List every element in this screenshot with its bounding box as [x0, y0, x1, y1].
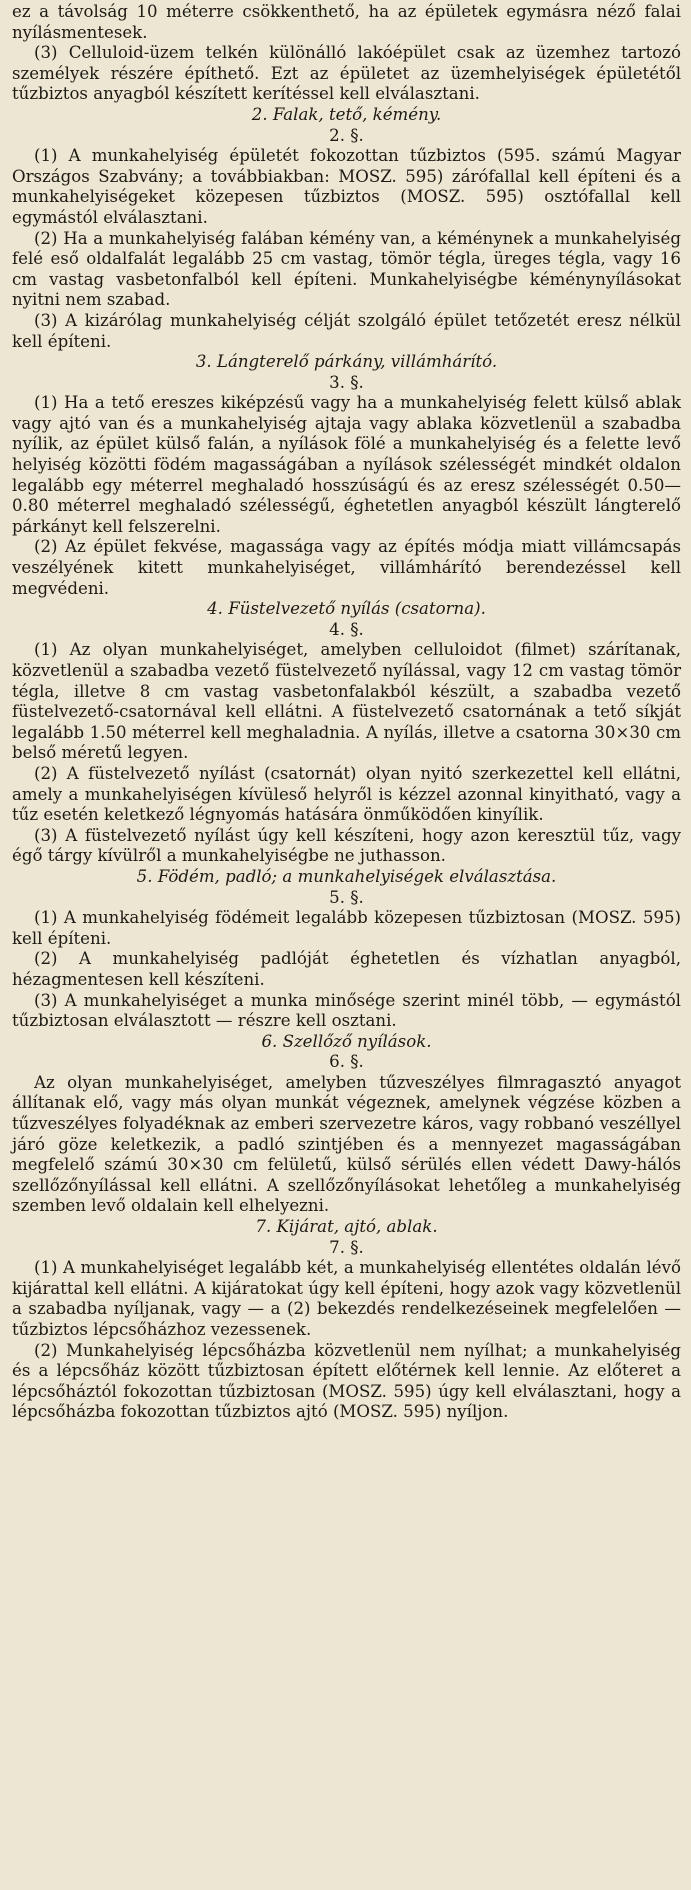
section-3: 3. §. [329, 372, 364, 392]
section-6: 6. §. [329, 1052, 364, 1072]
section-2: 2. §. [329, 125, 364, 145]
section-5: 5. §. [329, 887, 364, 907]
section-4: 4. §. [329, 619, 364, 639]
paragraph-2-2: (2) Ha a munkahelyiség falában kémény van, a kéménynek a munkahelyiség felé eső oldalfalát legalább 25 cm vastag, tömör tégla, üreges tégla, vagy 16 cm vastag vasbetonfalból kell építeni. Munkahelyiségbe kéménynyílásokat nyitni nem szabad. [12, 228, 681, 310]
paragraph-4-1: (1) Az olyan munkahelyiséget, amelyben celluloidot (filmet) szárítanak, közvetlenül a szabadba vezető füstelvezető nyílással, vagy 12 cm vastag tömör tégla, illetve 8 cm vastag vasbetonfalakból készült, a szabadba vezető füstelvezető-csatornával kell ellátni. A füstelvezető csatornának a tető síkját legalább 1.50 méterrel kell meghaladnia. A nyílás, illetve a csatorna 30×30 cm belső méretű legyen. [12, 640, 681, 763]
heading-fustelvezeto-nyilas: 4. Füstelvezető nyílás (csatorna). [207, 599, 486, 619]
heading-falak-teto-kemeny: 2. Falak, tető, kémény. [251, 104, 442, 124]
paragraph-2-1: (1) A munkahelyiség épületét fokozottan tűzbiztos (595. számú Magyar Országos Szabvány; a továbbiakban: MOSZ. 595) zárófallal kell építeni és a munkahelyiségeket közepesen tűzbiztos (MOSZ. 595) osztófallal kell egymástól elválasztani. [12, 146, 681, 227]
section-7: 7. §. [329, 1237, 364, 1257]
paragraph-continuation: ez a távolság 10 méterre csökkenthető, ha az épületek egymásra néző falai nyílásmentesek. [12, 2, 681, 42]
paragraph-7-2: (2) Munkahelyiség lépcsőházba közvetlenül nem nyílhat; a munkahelyiség és a lépcsőház között tűzbiztosan épített előtérnek kell lennie. Az előteret a lépcsőháztól fokozottan tűzbiztosan (MOSZ. 595) úgy kell elválasztani, hogy a lépcsőházba fokozottan tűzbiztos ajtó (MOSZ. 595) nyíljon. [12, 1340, 681, 1422]
paragraph-4-3: (3) A füstelvezető nyílást úgy kell készíteni, hogy azon keresztül tűz, vagy égő tárgy kívülről a munkahelyiségbe ne juthasson. [12, 825, 681, 866]
paragraph-6: Az olyan munkahelyiséget, amelyben tűzveszélyes filmragasztó anyagot állítanak elő, vagy más olyan munkát végeznek, amelynek végzése közben a tűzveszélyes folyadéknak az emberi szervezetre káros, vagy robbanó veszéllyel járó göze keletkezik, a padló szintjében és a mennyezet magasságában megfelelő számú 30×30 cm felületű, külső sérülés ellen védett Dawy-hálós szellőzőnyílással kell ellátni. A szellőzőnyílásokat lehetőleg a munkahelyiség szemben levő oldalain kell elhelyezni. [12, 1072, 681, 1216]
paragraph-7-1: (1) A munkahelyiséget legalább két, a munkahelyiség ellentétes oldalán lévő kijárattal kell ellátni. A kijáratokat úgy kell építeni, hogy azok vagy közvetlenül a szabadba nyíljanak, vagy — a (2) bekezdés rendelkezéseinek megfelelően — tűzbiztos lépcsőházhoz vezessenek. [12, 1258, 681, 1339]
heading-kijarat-ajto-ablak: 7. Kijárat, ajtó, ablak. [255, 1217, 438, 1237]
paragraph-2-3: (3) A kizárólag munkahelyiség célját szolgáló épület tetőzetét eresz nélkül kell építeni. [12, 310, 681, 351]
text-column [12, 2, 681, 1423]
paragraph-3-2: (2) Az épület fekvése, magassága vagy az építés módja miatt villámcsapás veszélyének kitett munkahelyiséget, villámhárító berendezéssel kell megvédeni. [12, 537, 681, 598]
paragraph-5-2: (2) A munkahelyiség padlóját éghetetlen és vízhatlan anyagból, hézagmentesen kell készíteni. [12, 949, 681, 989]
paragraph-5-3: (3) A munkahelyiséget a munka minősége szerint minél több, — egymástól tűzbiztosan elválasztott — részre kell osztani. [12, 990, 681, 1031]
paragraph-4-2: (2) A füstelvezető nyílást (csatornát) olyan nyitó szerkezettel kell ellátni, amely a munkahelyiségen kívüleső helyről is kézzel azonnal kinyitható, vagy a tűz esetén keletkező légnyomás hatására önműködően kinyílik. [12, 763, 681, 825]
heading-langterelo-parkany: 3. Lángterelő párkány, villámhárító. [195, 352, 498, 372]
paragraph-1-3: (3) Celluloid-üzem telkén különálló lakóépület csak az üzemhez tartozó személyek részére építhető. Ezt az épületet az üzemhelyiségek épületétől tűzbiztos anyagból készített kerítéssel kell elválasztani. [12, 43, 681, 104]
paragraph-5-1: (1) A munkahelyiség födémeit legalább közepesen tűzbiztosan (MOSZ. 595) kell építeni. [12, 908, 681, 948]
heading-fodem-padlo: 5. Födém, padló; a munkahelyiségek elválasztása. [136, 866, 557, 886]
heading-szellozo-nyilasok: 6. Szellőző nyílások. [261, 1031, 432, 1051]
paragraph-3-1: (1) Ha a tető ereszes kiképzésű vagy ha a munkahelyiség felett külső ablak vagy ajtó van és a munkahelyiség ajtaja vagy ablaka közvetlenül a szabadba nyílik, az épület külső falán, a nyílások fölé a munkahelyiség és a felette levő helyiség közötti födém magasságában a nyílások szélességét mindkét oldalon legalább egy méterrel meghaladó hosszúságú és az eresz szélességét 0.50—0.80 méterrel meghaladó szélességű, éghetetlen anyagból készült lángterelő párkányt kell felszerelni. [12, 393, 681, 536]
